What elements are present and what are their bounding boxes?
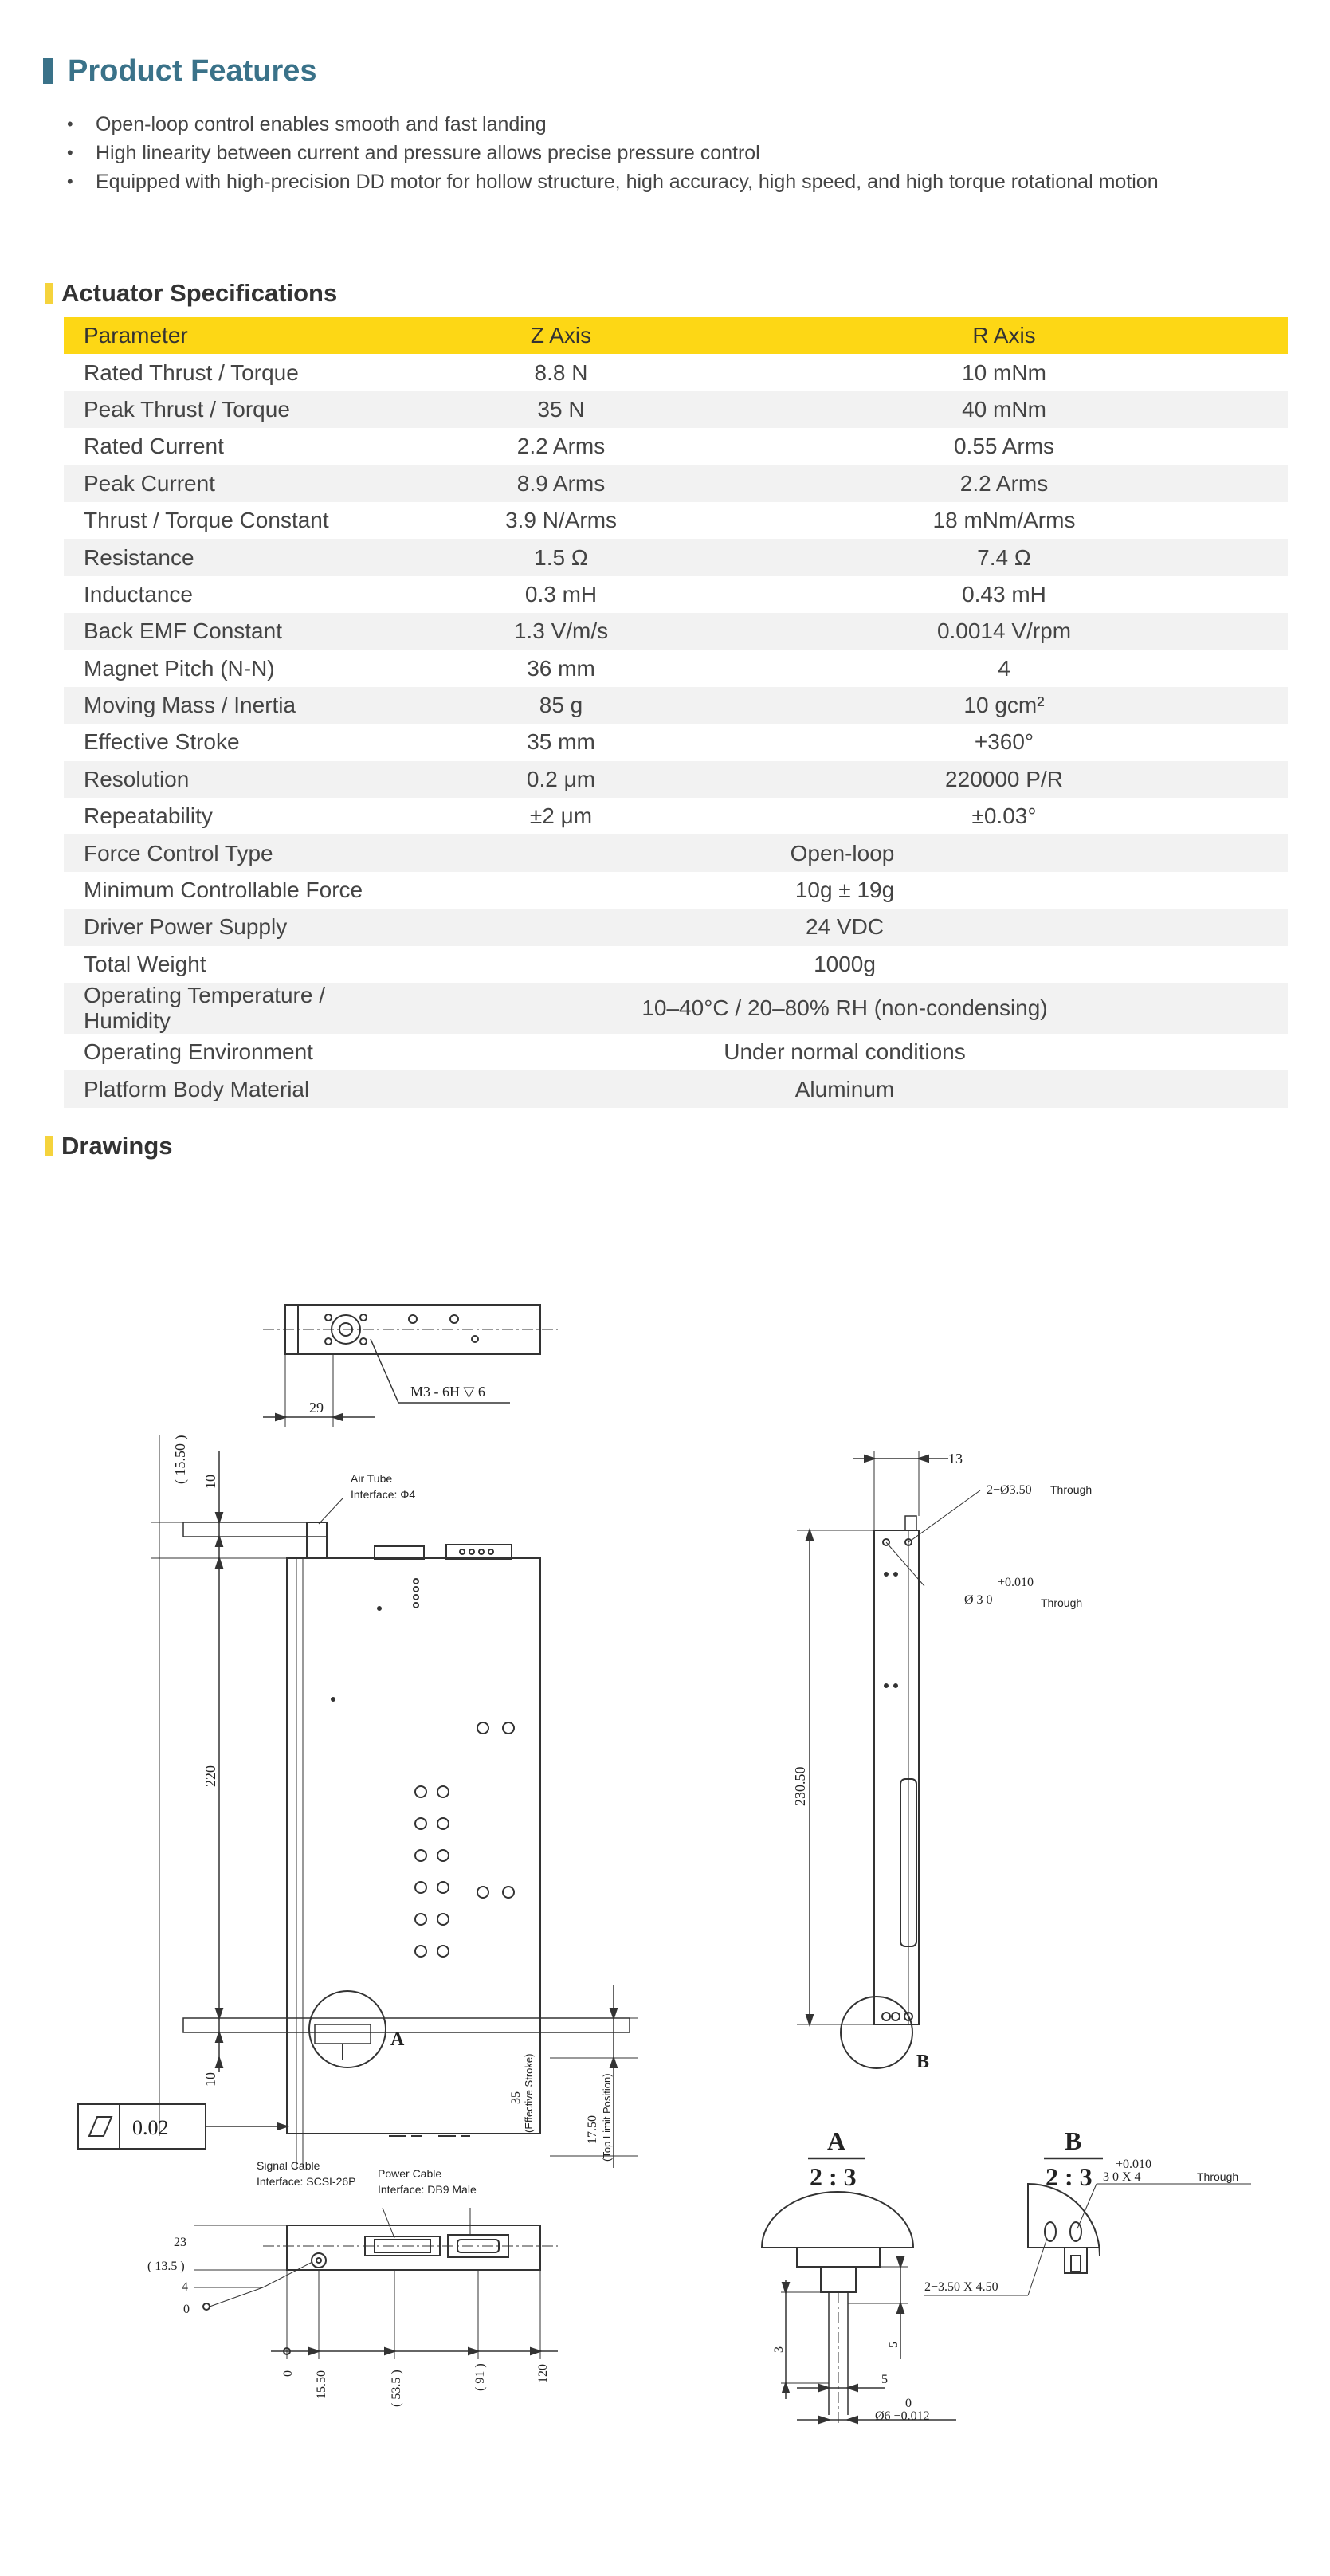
side-view-body: [874, 1530, 919, 2024]
z-value-cell: 85 g: [402, 687, 720, 724]
detail-a-dome: [762, 2192, 913, 2248]
table-row: [64, 798, 1288, 834]
r-value-cell: 0.55 Arms: [720, 428, 1288, 465]
flatness-value: 0.02: [132, 2116, 169, 2139]
merged-value-cell: Aluminum: [402, 1070, 1288, 1107]
dim-120: 120: [536, 2364, 550, 2383]
detail-b-label: B: [916, 2052, 930, 2072]
dim-4: 4: [182, 2280, 188, 2294]
z-value-cell: 35 N: [402, 391, 720, 428]
z-value-cell: 8.9 Arms: [402, 465, 720, 502]
r-value-cell: ±0.03°: [720, 798, 1288, 834]
param-cell: Rated Thrust / Torque: [64, 354, 402, 391]
param-cell: Back EMF Constant: [64, 613, 402, 650]
tolerance-010: +0.010: [998, 1576, 1034, 1589]
dim-10-top: 10: [202, 1475, 218, 1489]
view-a-scale: 2 : 3: [810, 2162, 857, 2191]
thread-callout: M3 - 6H ▽ 6: [410, 1384, 485, 1400]
diameter-6: Ø6 −0.012: [875, 2409, 930, 2423]
top-limit-label: (Top Limit Position): [601, 2073, 613, 2162]
air-tube-port: [312, 2253, 326, 2268]
table-row: [64, 724, 1288, 760]
table-row: [64, 354, 1288, 391]
dim-0-left: 0: [183, 2303, 190, 2316]
drawings-title-text: Drawings: [61, 1132, 173, 1160]
top-view: [263, 1305, 558, 1427]
detail-a-circle: [309, 1991, 386, 2067]
technical-drawing: [0, 1196, 1330, 2576]
table-row: [64, 687, 1288, 724]
dim-15-50-b: 15.50: [315, 2370, 328, 2399]
param-cell: Thrust / Torque Constant: [64, 502, 402, 539]
param-cell: Operating Temperature / Humidity: [64, 983, 402, 1034]
signal-cable-interface: Interface: SCSI-26P: [257, 2175, 356, 2188]
spec-table-header: [64, 317, 1288, 354]
dim-23: 23: [174, 2236, 186, 2249]
param-cell: Platform Body Material: [64, 1070, 402, 1107]
dim-0-bottom: 0: [281, 2370, 295, 2377]
param-cell: Operating Environment: [64, 1034, 402, 1070]
actuator-specifications-title: [45, 277, 337, 309]
detail-b-view: [924, 2126, 1251, 2295]
feature-item: • Open-loop control enables smooth and fast landing: [43, 110, 1286, 139]
dim-13-5: ( 13.5 ): [147, 2260, 185, 2273]
dim-5-b: 5: [881, 2373, 888, 2386]
air-tube-fitting: [307, 1522, 327, 1558]
param-cell: Resolution: [64, 761, 402, 798]
front-view-body: [287, 1558, 540, 2134]
feature-list: [43, 110, 1286, 196]
merged-value-cell: 1000g: [402, 946, 1288, 983]
slot-callout: 2−3.50 X 4.50: [924, 2280, 998, 2294]
param-cell: Rated Current: [64, 428, 402, 465]
air-tube-interface: Interface: Φ4: [351, 1488, 416, 1501]
z-value-cell: 1.3 V/m/s: [402, 613, 720, 650]
z-value-cell: 36 mm: [402, 650, 720, 687]
dim-220: 220: [202, 1765, 218, 1787]
bottom-view: [147, 2159, 558, 2407]
detail-a-view: [762, 2126, 956, 2423]
table-row: [64, 502, 1288, 539]
dim-29: 29: [309, 1400, 324, 1416]
detail-b-outline: [1028, 2184, 1100, 2256]
param-cell: Force Control Type: [64, 834, 402, 871]
table-row: [64, 428, 1288, 465]
dim-3-0-x4: 3 0 X 4: [1103, 2170, 1141, 2184]
param-cell: Effective Stroke: [64, 724, 402, 760]
table-row: [64, 465, 1288, 502]
table-row: [64, 983, 1288, 1034]
detail-a-label: A: [390, 2029, 405, 2050]
power-cable-interface: Interface: DB9 Male: [378, 2183, 477, 2196]
through-label-3: Through: [1197, 2170, 1239, 2183]
param-cell: Repeatability: [64, 798, 402, 834]
z-value-cell: 2.2 Arms: [402, 428, 720, 465]
drawings-title: [45, 1130, 173, 1162]
table-row: [64, 613, 1288, 650]
param-cell: Driver Power Supply: [64, 909, 402, 945]
effective-stroke-label: (Effective Stroke): [523, 2053, 535, 2133]
r-value-cell: 10 gcm²: [720, 687, 1288, 724]
dim-13: 13: [948, 1451, 963, 1467]
param-cell: Peak Thrust / Torque: [64, 391, 402, 428]
view-b-title: B: [1065, 2126, 1082, 2155]
header-r-axis: R Axis: [720, 317, 1288, 354]
r-value-cell: 0.43 mH: [720, 576, 1288, 613]
feature-item: • Equipped with high-precision DD motor for hollow structure, high accuracy, high speed, and high torque rotational motion: [43, 167, 1286, 196]
param-cell: Total Weight: [64, 946, 402, 983]
param-cell: Resistance: [64, 539, 402, 575]
front-view: [78, 1435, 638, 2168]
z-value-cell: ±2 μm: [402, 798, 720, 834]
diameter-3-0: Ø 3 0: [964, 1593, 993, 1607]
z-value-cell: 1.5 Ω: [402, 539, 720, 575]
r-value-cell: 40 mNm: [720, 391, 1288, 428]
merged-value-cell: 10g ± 19g: [402, 872, 1288, 909]
z-value-cell: 8.8 N: [402, 354, 720, 391]
side-view: [792, 1451, 1092, 2072]
param-cell: Peak Current: [64, 465, 402, 502]
dim-53-5: ( 53.5 ): [390, 2370, 403, 2407]
table-row: [64, 1070, 1288, 1107]
hole-callout: 2−Ø3.50: [987, 1483, 1032, 1497]
dim-91: ( 91 ): [473, 2363, 487, 2391]
merged-value-cell: Open-loop: [402, 834, 1288, 871]
section-accent-bar: [45, 1136, 53, 1156]
z-value-cell: 35 mm: [402, 724, 720, 760]
param-cell: Moving Mass / Inertia: [64, 687, 402, 724]
param-cell: Minimum Controllable Force: [64, 872, 402, 909]
table-row: [64, 946, 1288, 983]
dim-3: 3: [772, 2346, 786, 2353]
table-row: [64, 1034, 1288, 1070]
z-value-cell: 0.3 mH: [402, 576, 720, 613]
dim-35: 35: [509, 2091, 523, 2104]
product-features-title: [43, 51, 1286, 91]
product-features-title-text: Product Features: [68, 53, 317, 88]
spec-table: [64, 317, 1288, 1108]
table-row: [64, 650, 1288, 687]
detail-b-circle: [841, 1997, 912, 2068]
table-row: [64, 391, 1288, 428]
r-value-cell: 7.4 Ω: [720, 539, 1288, 575]
r-value-cell: 10 mNm: [720, 354, 1288, 391]
r-value-cell: 2.2 Arms: [720, 465, 1288, 502]
table-row: [64, 909, 1288, 945]
dim-230-50: 230.50: [792, 1766, 808, 1806]
dim-17-50: 17.50: [586, 2115, 599, 2144]
merged-value-cell: 24 VDC: [402, 909, 1288, 945]
dim-15-50: ( 15.50 ): [172, 1435, 188, 1484]
table-row: [64, 872, 1288, 909]
r-value-cell: 220000 P/R: [720, 761, 1288, 798]
merged-value-cell: Under normal conditions: [402, 1034, 1288, 1070]
r-value-cell: 4: [720, 650, 1288, 687]
param-cell: Magnet Pitch (N-N): [64, 650, 402, 687]
dim-0-a: 0: [905, 2397, 912, 2410]
param-cell: Inductance: [64, 576, 402, 613]
through-label-2: Through: [1041, 1596, 1083, 1609]
tolerance-010-b: +0.010: [1116, 2158, 1152, 2171]
power-cable-label: Power Cable: [378, 2167, 442, 2180]
r-value-cell: 0.0014 V/rpm: [720, 613, 1288, 650]
air-tube-label: Air Tube: [351, 1472, 393, 1485]
table-row: [64, 539, 1288, 575]
r-value-cell: +360°: [720, 724, 1288, 760]
feature-item: • High linearity between current and pressure allows precise pressure control: [43, 139, 1286, 167]
dim-5-a: 5: [887, 2342, 900, 2348]
section-accent-bar: [45, 283, 53, 304]
dim-10-bottom: 10: [202, 2072, 218, 2087]
actuator-specifications-title-text: Actuator Specifications: [61, 279, 338, 307]
z-value-cell: 3.9 N/Arms: [402, 502, 720, 539]
signal-cable-label: Signal Cable: [257, 2159, 320, 2172]
title-accent-bar: [43, 58, 53, 84]
r-value-cell: 18 mNm/Arms: [720, 502, 1288, 539]
merged-value-cell: 10–40°C / 20–80% RH (non-condensing): [402, 983, 1288, 1034]
view-b-scale: 2 : 3: [1046, 2162, 1093, 2191]
table-row: [64, 761, 1288, 798]
header-z-axis: Z Axis: [402, 317, 720, 354]
through-label-1: Through: [1050, 1483, 1093, 1496]
table-row: [64, 834, 1288, 871]
product-features-section: [43, 51, 1286, 196]
table-row: [64, 576, 1288, 613]
view-a-title: A: [827, 2126, 846, 2155]
header-parameter: Parameter: [64, 317, 402, 354]
z-value-cell: 0.2 μm: [402, 761, 720, 798]
